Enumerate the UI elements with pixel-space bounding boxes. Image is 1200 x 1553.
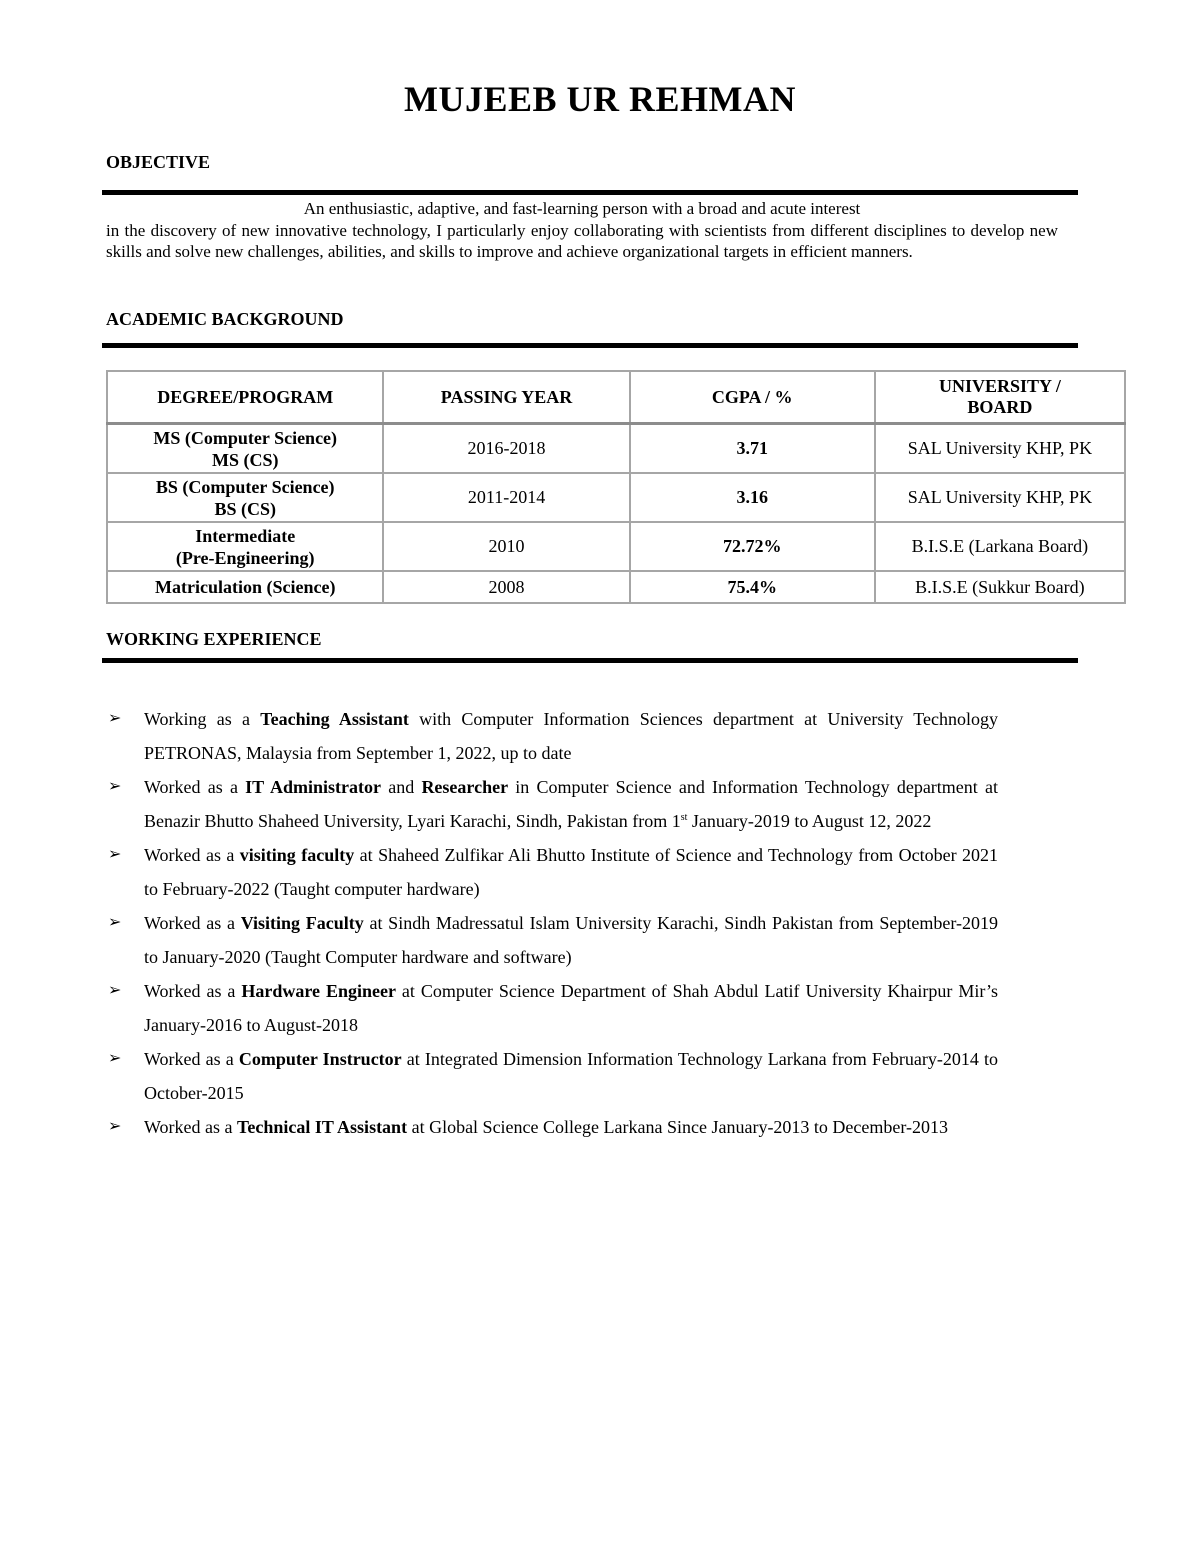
academic-divider [102,343,1078,348]
arrow-bullet-icon: ➢ [108,1118,122,1135]
grade-cell: 3.71 [630,424,875,474]
year-cell: 2011-2014 [383,473,629,522]
arrow-bullet-icon: ➢ [108,710,122,727]
job-title: Computer Instructor [238,1049,402,1069]
item-text: at Shaheed Zulfikar Ali Bhutto Institute of Science and Technology from October 2021 to February-2022 (Taught computer hardware) [144,845,999,899]
degree-abbrev: (Pre-Engineering) [175,547,315,568]
job-title: Visiting Faculty [240,913,364,933]
item-text: at Integrated Dimension Information Technology Larkana from February-2014 to October-2015 [144,1049,999,1103]
job-title: visiting faculty [239,845,355,865]
column-header-degree: DEGREE/PROGRAM [107,371,383,424]
job-title: Teaching Assistant [260,709,409,729]
degree-cell [107,473,383,522]
year-cell: 2016-2018 [383,424,629,474]
university-cell: B.I.S.E (Sukkur Board) [875,571,1125,603]
arrow-bullet-icon: ➢ [108,778,122,795]
university-cell: SAL University KHP, PK [875,473,1125,522]
table-row [107,473,1125,522]
list-item [106,838,998,906]
university-header-line1: UNIVERSITY / [938,376,1061,396]
year-cell: 2008 [383,571,629,603]
job-title: Technical IT Assistant [237,1117,408,1137]
item-text: and [381,777,422,797]
university-header-line2: BOARD [967,397,1033,417]
table-header-row [107,371,1125,424]
arrow-bullet-icon: ➢ [108,914,122,931]
job-title: IT Administrator [245,777,382,797]
academic-heading: ACADEMIC BACKGROUND [106,309,344,329]
column-header-year: PASSING YEAR [383,371,629,424]
arrow-bullet-icon: ➢ [108,846,122,863]
list-item [106,702,998,770]
grade-cell: 75.4% [630,571,875,603]
degree-name: BS (Computer Science) [155,476,335,497]
year-cell: 2010 [383,522,629,571]
column-header-grade: CGPA / % [630,371,875,424]
university-cell: B.I.S.E (Larkana Board) [875,522,1125,571]
experience-list [106,702,998,1144]
job-title: Researcher [421,777,509,797]
candidate-name: MUJEEB UR REHMAN [404,79,796,119]
degree-name: Matriculation (Science) [155,577,336,597]
grade-cell: 72.72% [630,522,875,571]
item-text: Worked as a [144,1049,239,1069]
degree-name: MS (Computer Science) [153,427,338,448]
objective-heading: OBJECTIVE [106,152,211,172]
list-item [106,974,998,1042]
degree-cell [107,424,383,474]
objective-text [106,198,1058,263]
item-text: at Global Science College Larkana Since January-2013 to December-2013 [407,1117,949,1137]
list-item [106,1042,998,1110]
item-text: Worked as a [144,981,242,1001]
list-item [106,906,998,974]
list-item [106,770,998,838]
item-text: Working as a [144,709,261,729]
university-cell: SAL University KHP, PK [875,424,1125,474]
degree-cell [107,571,383,603]
item-text: in Computer Science and Information Technology department at Benazir Bhutto Shaheed University, Lyari Karachi, Sindh, Pakistan from 1 [144,777,998,831]
table-row [107,571,1125,603]
job-title: Hardware Engineer [241,981,396,1001]
experience-heading: WORKING EXPERIENCE [106,629,322,649]
item-text: with Computer Information Sciences department at University Technology PETRONAS, Malaysia from September 1, 2022, up to date [144,709,998,763]
item-text: Worked as a [144,777,246,797]
column-header-university [875,371,1125,424]
item-text: Worked as a [144,845,240,865]
table-row [107,424,1125,474]
item-text: January-2019 to August 12, 2022 [687,811,932,831]
grade-cell: 3.16 [630,473,875,522]
item-text: at Computer Science Department of Shah Abdul Latif University Khairpur Mir’s January-2016 to August-2018 [144,981,998,1035]
item-text: Worked as a [144,913,241,933]
arrow-bullet-icon: ➢ [108,1050,122,1067]
item-text: Worked as a [144,1117,238,1137]
objective-divider [102,190,1078,195]
table-row [107,522,1125,571]
academic-table [106,370,1126,604]
degree-cell [107,522,383,571]
ordinal-suffix: st [680,812,688,823]
list-item [106,1110,998,1144]
experience-divider [102,658,1078,663]
objective-first-line: An enthusiastic, adaptive, and fast-learning person with a broad and acute interest [303,199,861,218]
degree-name: Intermediate [195,525,296,546]
arrow-bullet-icon: ➢ [108,982,122,999]
degree-abbrev: BS (CS) [214,498,276,519]
item-text: at Sindh Madressatul Islam University Karachi, Sindh Pakistan from September-2019 to January-2020 (Taught Computer hardware and software) [144,913,998,967]
degree-abbrev: MS (CS) [211,449,279,470]
objective-body: in the discovery of new innovative technology, I particularly enjoy collaborating with scientists from different disciplines to develop new skills and solve new challenges, abilities, and skills to improve and achieve organizational targets in efficient manners. [106,220,1058,261]
